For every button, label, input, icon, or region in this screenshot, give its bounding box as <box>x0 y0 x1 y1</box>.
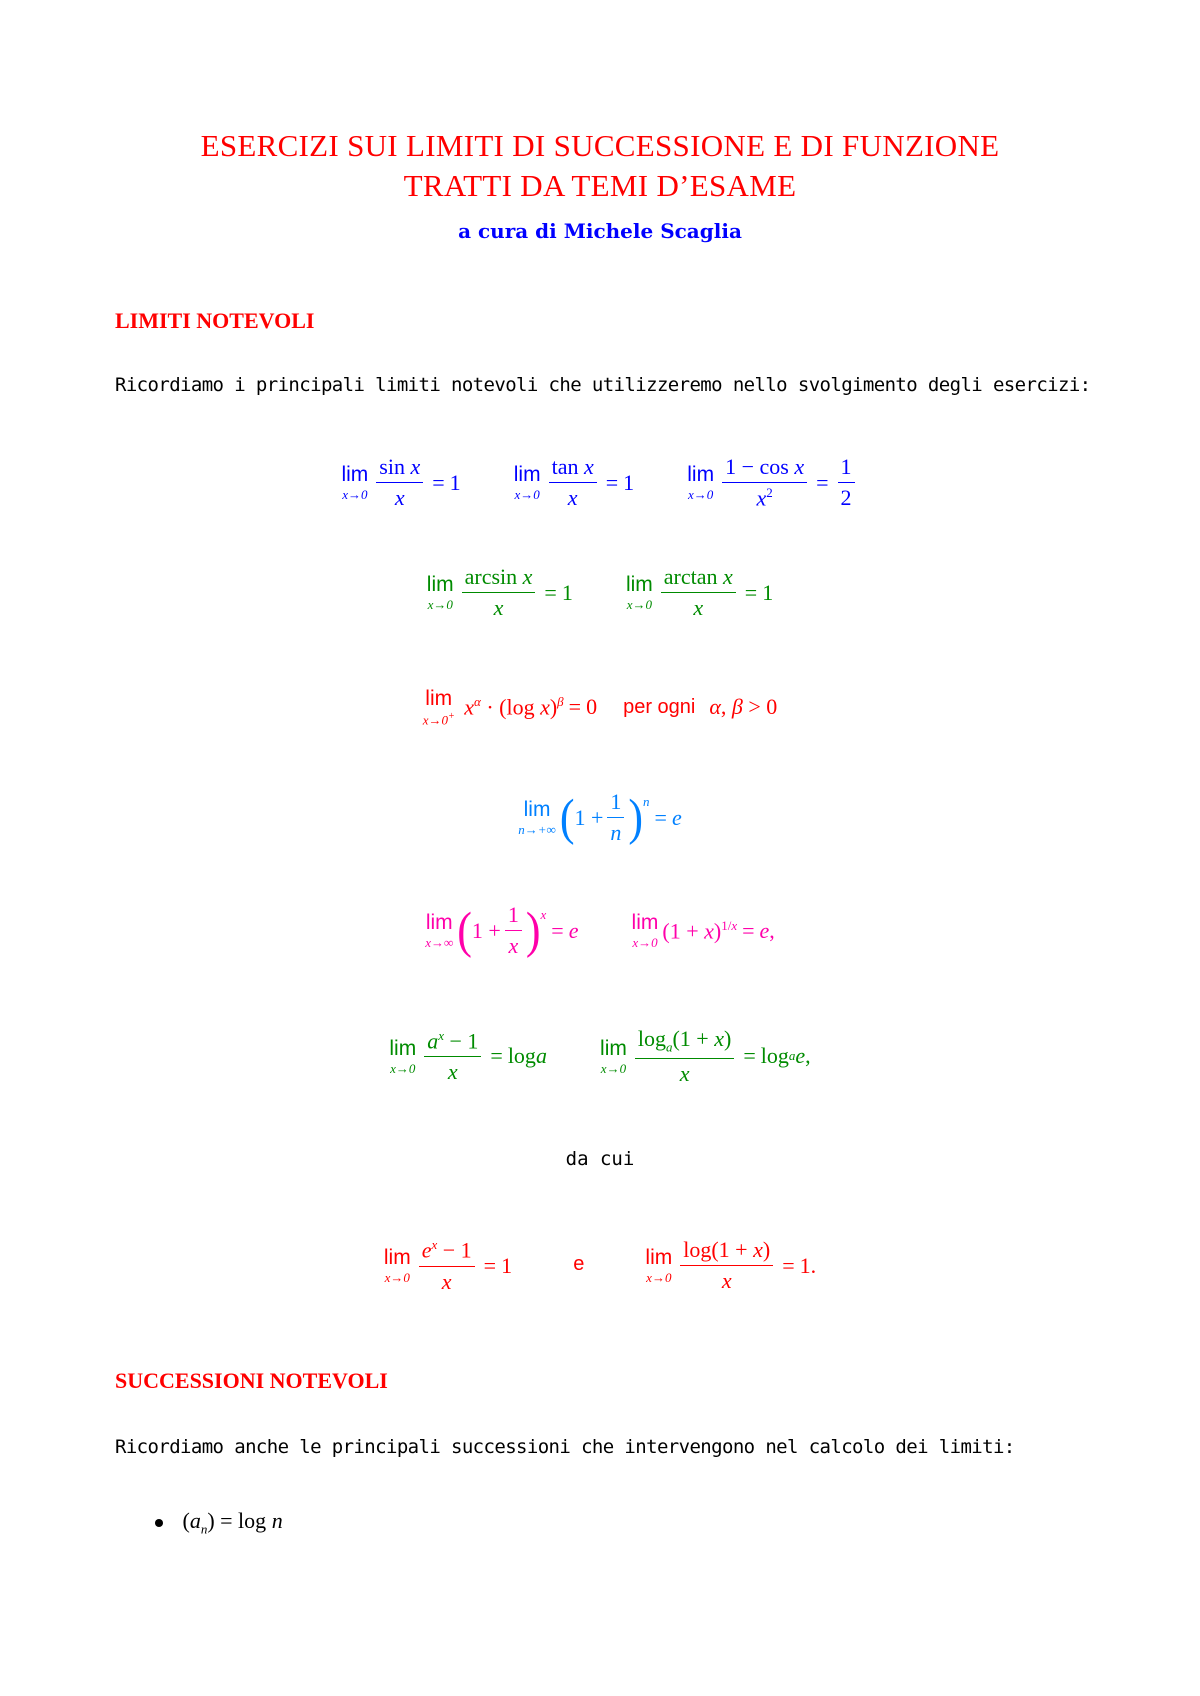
intro-paragraph-limiti: Ricordiamo i principali limiti notevoli che utilizzeremo nello svolgimento degli esercizi: <box>115 374 1091 396</box>
formula-row-exp-log-natural <box>0 1238 1200 1294</box>
formula-log-a-one-plus-x: lim x→0 $\frac{\log_a(1 + x)}{x}$ = log a e , <box>600 1026 811 1086</box>
formula-tanx-over-x: lim x→0 $\frac{\text{tan x}}{x}$ = 1 <box>513 454 635 511</box>
formula-a-power-x: lim x→0 $\frac{a^x - 1}{x}$ = log a <box>389 1027 547 1085</box>
formula-one-plus-one-over-x: lim x→∞ ( 1 + $\frac{1}{x}$ ) $^x$ = e <box>425 901 579 959</box>
formula-row-power-log <box>0 688 1200 726</box>
intro-paragraph-successioni: Ricordiamo anche le principali successioni che intervengono nel calcolo dei limiti: <box>115 1436 1015 1458</box>
formula-log-one-plus-x: lim x→0 $\frac{\log(1 + x)}{x}$ = 1. <box>645 1237 817 1294</box>
formula-one-plus-one-over-n: lim n→+∞ ( 1 + $\frac{1}{n}$ ) $^n$ = e <box>518 788 682 846</box>
formula-row-e-sequence <box>0 790 1200 845</box>
document-title-line1: ESERCIZI SUI LIMITI DI SUCCESSIONE E DI FUNZIONE <box>200 128 1000 163</box>
formula-row-exp-log-base-a <box>0 1027 1200 1086</box>
section-heading-limiti-notevoli: LIMITI NOTEVOLI <box>115 308 315 333</box>
formula-e-power-x: lim x→0 $\frac{e^x - 1}{x}$ = 1 <box>383 1237 513 1294</box>
document-title-line2: TRATTI DA TEMI D’ESAME <box>403 168 797 203</box>
section-heading-successioni-notevoli: SUCCESSIONI NOTEVOLI <box>115 1368 388 1393</box>
formula-x-alpha-log-beta: lim x→0+ $x^\alpha \cdot (\log$ x)$^\beta$ = 0 per ogni α, β > 0 <box>422 687 778 728</box>
formula-sinx-over-x: lim x→0 $\frac{\text{sin x}}{x}$ = 1 <box>341 454 461 511</box>
formula-one-plus-x-power-inverse: lim x→0 $(1 + x)^{1/x}$ = e , <box>631 911 775 951</box>
formula-row-trig <box>0 455 1200 511</box>
formula-arcsin-over-x: lim x→0 $\frac{\text{arcsin x}}{x}$ = 1 <box>426 564 573 621</box>
formula-one-minus-cos: lim x→0 $\frac{\text{1 − cos x}}{x^2}$ = $\frac{1}{2}$ <box>687 455 858 511</box>
da-cui-text: da cui <box>565 1148 635 1170</box>
formula-row-arc <box>0 565 1200 620</box>
connector-e: e <box>573 1253 585 1276</box>
bullet-formula: $(a_n) = \log n$ <box>182 1508 283 1537</box>
author-line: a cura di Michele Scaglia <box>458 219 742 243</box>
formula-row-e-function <box>0 903 1200 958</box>
bullet-item-log-n <box>155 1508 283 1537</box>
formula-arctan-over-x: lim x→0 $\frac{\text{arctan x}}{x}$ = 1 <box>625 564 774 621</box>
bullet-dot-icon <box>155 1519 163 1527</box>
